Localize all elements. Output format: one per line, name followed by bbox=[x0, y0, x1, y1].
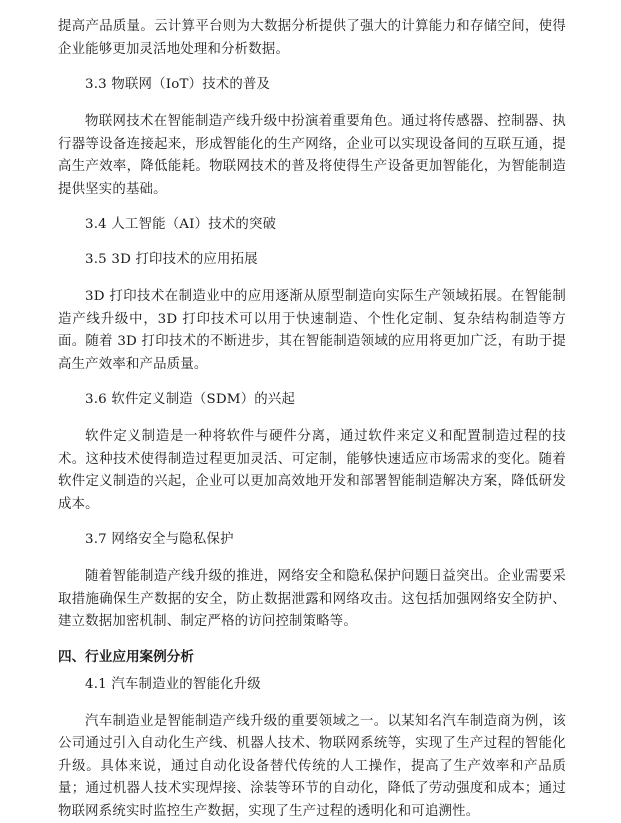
paragraph-iot: 物联网技术在智能制造产线升级中扮演着重要角色。通过将传感器、控制器、执行器等设备连接起来，形成智能化的生产网络，企业可以实现设备间的互联互通，提高生产效率，降低能耗。物联网技术的普及将使得生产设备更加智能化，为智能制造提供坚实的基础。 bbox=[58, 111, 566, 201]
heading-3-6-sdm: 3.6 软件定义制造（SDM）的兴起 bbox=[58, 389, 566, 411]
section-title-4-industry-cases: 四、行业应用案例分析 bbox=[58, 647, 566, 667]
heading-3-7-security: 3.7 网络安全与隐私保护 bbox=[58, 529, 566, 551]
heading-3-3-iot: 3.3 物联网（IoT）技术的普及 bbox=[58, 74, 566, 96]
heading-3-4-ai: 3.4 人工智能（AI）技术的突破 bbox=[58, 214, 566, 236]
paragraph-sdm: 软件定义制造是一种将软件与硬件分离，通过软件来定义和配置制造过程的技术。这种技术使得制造过程更加灵活、可定制，能够快速适应市场需求的变化。随着软件定义制造的兴起，企业可以更加高效地开发和部署智能制造解决方案，降低研发成本。 bbox=[58, 426, 566, 516]
document-page bbox=[58, 16, 566, 823]
paragraph-cloud-computing-tail: 提高产品质量。云计算平台则为大数据分析提供了强大的计算能力和存储空间，使得企业能够更加灵活地处理和分析数据。 bbox=[58, 16, 566, 61]
paragraph-automotive: 汽车制造业是智能制造产线升级的重要领域之一。以某知名汽车制造商为例，该公司通过引入自动化生产线、机器人技术、物联网系统等，实现了生产过程的智能化升级。具体来说，通过自动化设备替代传统的人工操作，提高了生产效率和产品质量；通过机器人技术实现焊接、涂装等环节的自动化，降低了劳动强度和成本；通过物联网系统实时监控生产数据，实现了生产过程的透明化和可追溯性。 bbox=[58, 711, 566, 823]
paragraph-security: 随着智能制造产线升级的推进，网络安全和隐私保护问题日益突出。企业需要采取措施确保生产数据的安全，防止数据泄露和网络攻击。这包括加强网络安全防护、建立数据加密机制、制定严格的访问控制策略等。 bbox=[58, 566, 566, 634]
paragraph-3d-printing: 3D 打印技术在制造业中的应用逐渐从原型制造向实际生产领域拓展。在智能制造产线升级中，3D 打印技术可以用于快速制造、个性化定制、复杂结构制造等方面。随着 3D 打印技术的不断进步，其在智能制造领域的应用将更加广泛，有助于提高生产效率和产品质量。 bbox=[58, 286, 566, 376]
heading-3-5-3d-printing: 3.5 3D 打印技术的应用拓展 bbox=[58, 249, 566, 271]
heading-4-1-automotive: 4.1 汽车制造业的智能化升级 bbox=[58, 674, 566, 696]
